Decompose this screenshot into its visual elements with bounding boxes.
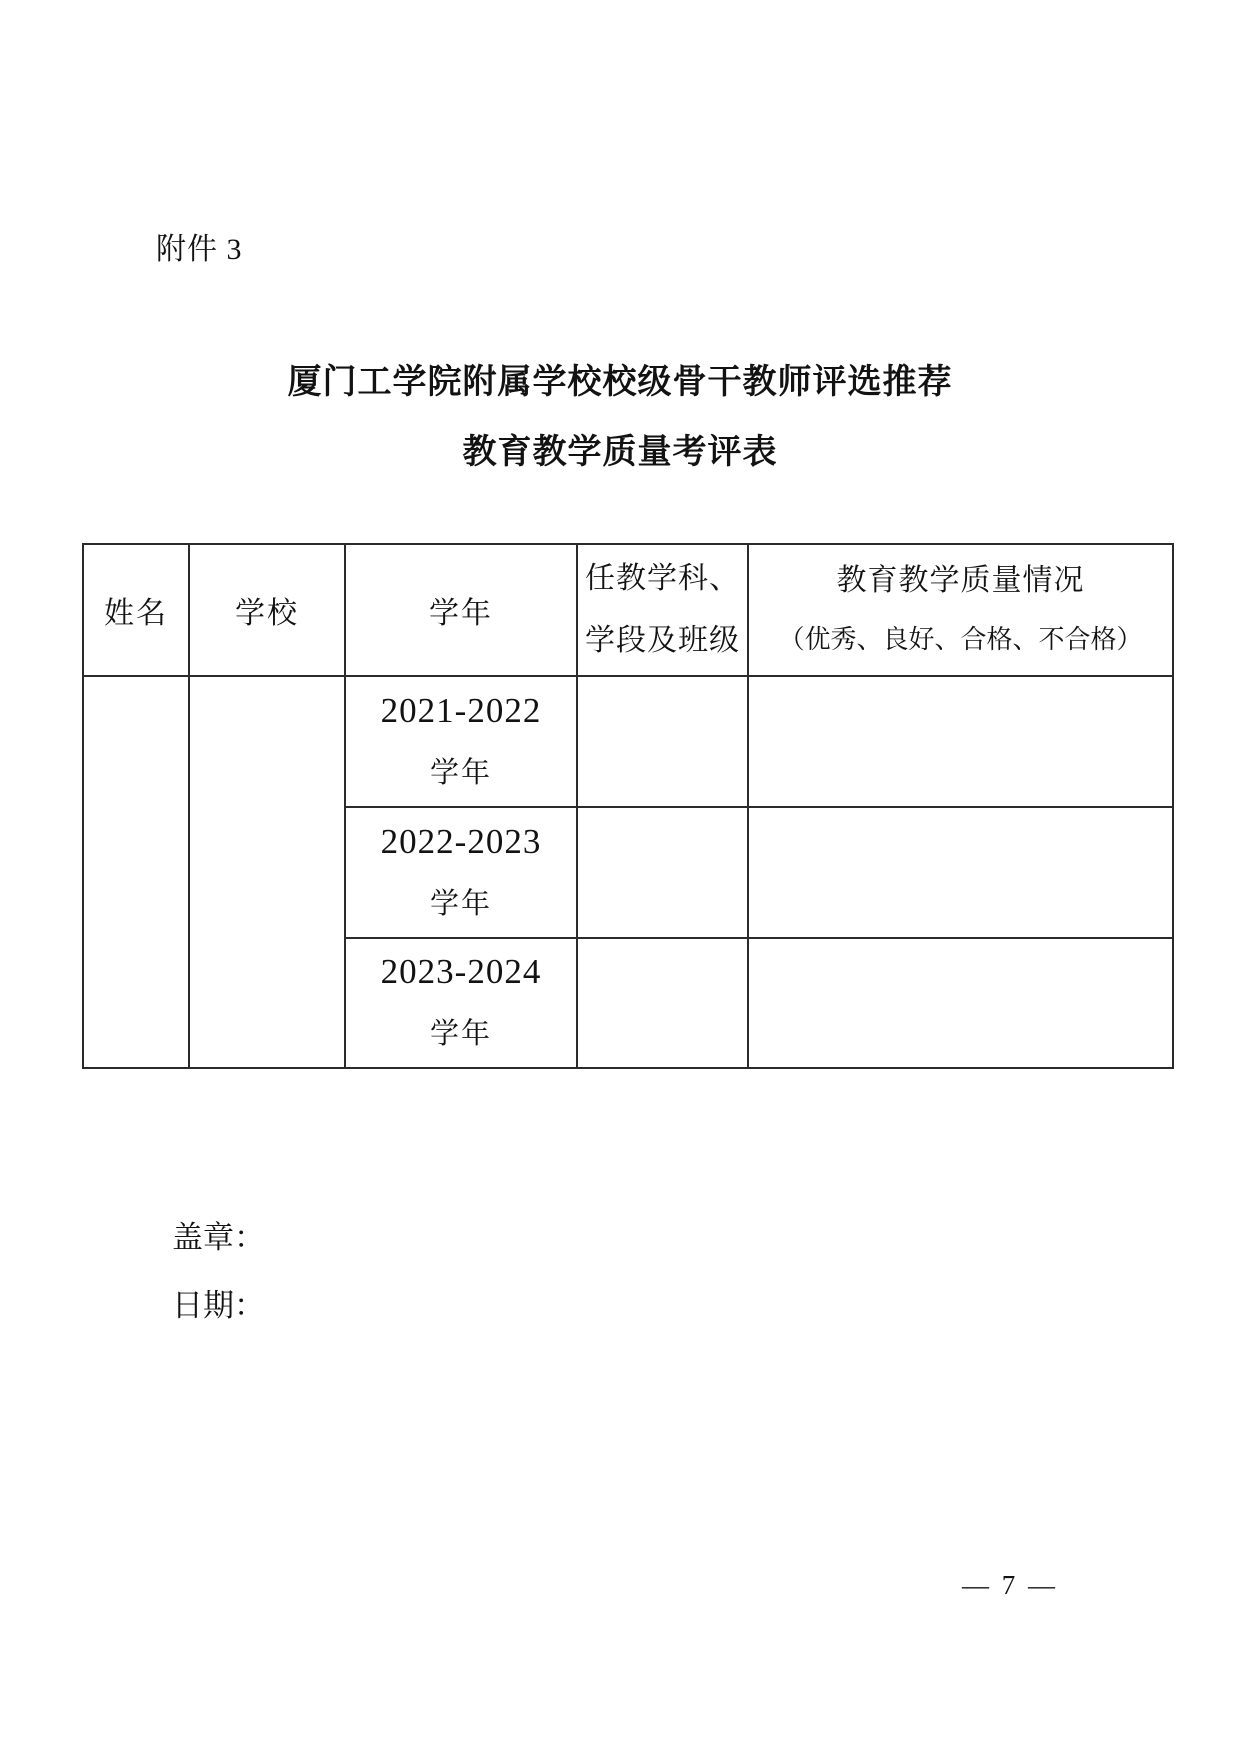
cell-quality-2023-2024 [748,938,1173,1068]
cell-subject-2021-2022 [577,676,748,807]
page-number: — 7 — [962,1570,1058,1600]
year-suffix: 学年 [429,756,492,789]
cell-subject-2022-2023 [577,807,748,938]
cell-year-2021-2022 [345,676,577,807]
year-range: 2022-2023 [380,821,542,861]
seal-label: 盖章： [172,1220,265,1255]
year-range: 2023-2024 [380,952,542,991]
header-quality [748,544,1173,676]
attachment-label: 附件 3 [156,233,243,266]
header-subject [577,544,748,676]
header-school-label: 学校 [235,597,299,630]
cell-school [189,676,345,1068]
cell-name [83,676,189,1068]
table-header-row [83,544,1173,676]
header-name-label: 姓名 [104,597,168,630]
document-title-line1: 厦门工学院附属学校校级骨干教师评选推荐 [287,364,953,401]
cell-year-2023-2024 [345,938,577,1068]
year-suffix: 学年 [429,887,492,920]
cell-quality-2022-2023 [748,807,1173,938]
header-quality-line2: （优秀、良好、合格、不合格） [778,625,1143,654]
header-year-label: 学年 [429,597,493,630]
date-label: 日期： [172,1288,265,1323]
header-year [345,544,577,676]
year-suffix: 学年 [429,1018,492,1050]
header-quality-line1: 教育教学质量情况 [836,564,1085,597]
document-title-line2: 教育教学质量考评表 [462,434,778,471]
header-school [189,544,345,676]
header-subject-line1: 任教学科、 [585,562,740,595]
header-name [83,544,189,676]
year-range: 2021-2022 [380,690,542,730]
cell-quality-2021-2022 [748,676,1173,807]
cell-year-2022-2023 [345,807,577,938]
evaluation-table [82,543,1174,1069]
cell-subject-2023-2024 [577,938,748,1068]
table-row-2021-2022 [83,676,1173,807]
header-subject-line2: 学段及班级 [585,624,740,657]
